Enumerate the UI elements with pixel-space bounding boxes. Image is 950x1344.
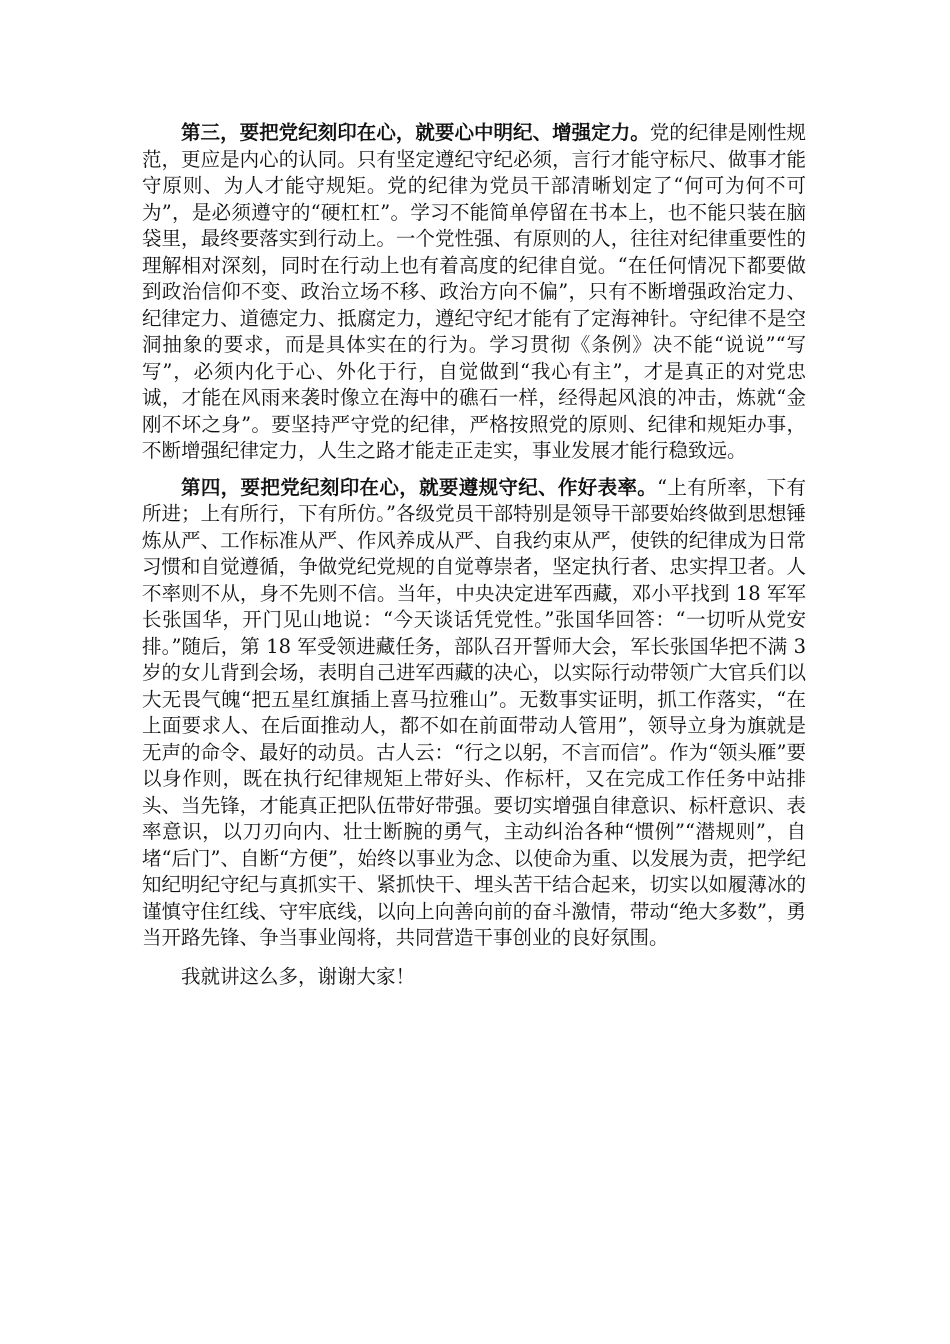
paragraph-third bbox=[142, 120, 806, 465]
paragraph-fourth-heading: 第四，要把党纪刻印在心，就要遵规守纪、作好表率。 bbox=[181, 475, 658, 499]
paragraph-third-heading: 第三，要把党纪刻印在心，就要心中明纪、增强定力。 bbox=[181, 121, 650, 144]
closing-remark: 我就讲这么多，谢谢大家！ bbox=[181, 964, 416, 988]
paragraph-fourth-body: “上有所率，下有所进；上有所行，下有所仿。”各级党员干部特别是领导干部要始终做到思想锤炼从严、工作标准从严、作风养成从严、自我约束从严，使铁的纪律成为日常习惯和自觉遵循，争做党纪党规的自觉尊崇者，坚定执行者、忠实捍卫者。人不率则不从，身不先则不信。当年，中央决定进军西藏，邓小平找到 18 军军长张国华，开门见山地说：“今天谈话凭党性。”张国华回答：“一切听从党安排。”随后，第 18 军受领进藏任务，部队召开誓师大会，军长张国华把不满 3 岁的女儿背到会场，表明自己进军西藏的决心，以实际行动带领广大官兵们以大无畏气魄“把五星红旗插上喜马拉雅山”。无数事实证明，抓工作落实，“在上面要求人、在后面推动人，都不如在前面带动人管用”，领导立身为旗就是无声的命令、最好的动员。古人云：“行之以躬，不言而信”。作为“领头雁”要以身作则，既在执行纪律规矩上带好头、作标杆，又在完成工作任务中站排头、当先锋，才能真正把队伍带好带强。要切实增强自律意识、标杆意识、表率意识，以刀刃向内、壮士断腕的勇气，主动纠治各种“惯例”“潜规则”，自堵“后门”、自断“方便”，始终以事业为念、以使命为重、以发展为责，把学纪知纪明纪守纪与真抓实干、紧抓快干、埋头苦干结合起来，切实以如履薄冰的谨慎守住红线、守牢底线，以向上向善向前的奋斗激情，带动“绝大多数”，勇当开路先锋、争当事业闯将，共同营造干事创业的良好氛围。 bbox=[142, 475, 806, 949]
paragraph-third-body: 党的纪律是刚性规范，更应是内心的认同。只有坚定遵纪守纪必须，言行才能守标尺、做事才能守原则、为人才能守规矩。党的纪律为党员干部清晰划定了“何可为何不可为”，是必须遵守的“硬杠杠”。学习不能简单停留在书本上，也不能只装在脑袋里，最终要落实到行动上。一个党性强、有原则的人，往往对纪律重要性的理解相对深刻，同时在行动上也有着高度的纪律自觉。“在任何情况下都要做到政治信仰不变、政治立场不移、政治方向不偏”，只有不断增强政治定力、纪律定力、道德定力、抵腐定力，遵纪守纪才能有了定海神针。守纪律不是空洞抽象的要求，而是具体实在的行为。学习贯彻《条例》决不能“说说”“写写”，必须内化于心、外化于行，自觉做到“我心有主”，才是真正的对党忠诚，才能在风雨来袭时像立在海中的礁石一样，经得起风浪的冲击，炼就“金刚不坏之身”。要坚持严守党的纪律，严格按照党的原则、纪律和规矩办事，不断增强纪律定力，人生之路才能走正走实，事业发展才能行稳致远。 bbox=[142, 121, 806, 462]
paragraph-fourth bbox=[142, 475, 806, 952]
document-page bbox=[142, 120, 806, 1000]
